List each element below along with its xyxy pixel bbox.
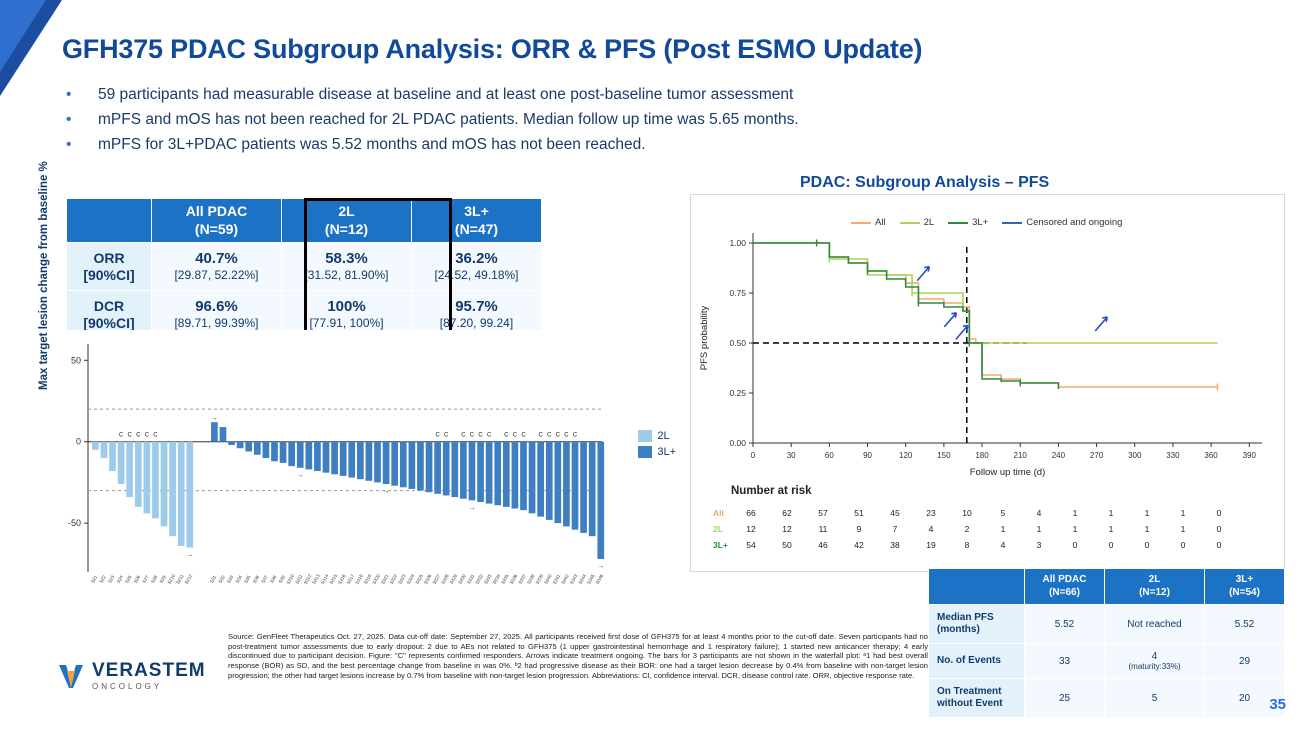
risk-cell: 9 (856, 524, 862, 534)
svg-text:S312: S312 (302, 573, 313, 586)
legend-item-3lplus: 3L+ (948, 217, 988, 228)
svg-text:180: 180 (975, 451, 989, 460)
pfs-median-all: 5.52 (1025, 605, 1105, 644)
orr-3lplus-value: 36.2% [24.52, 49.18%] (412, 243, 542, 291)
risk-cell: 1 (1180, 508, 1186, 518)
risk-cell: 1 (1108, 524, 1114, 534)
risk-cell: 0 (1072, 540, 1078, 550)
risk-cell: 42 (854, 540, 864, 550)
bullet-text: mPFS and mOS has not been reached for 2L PDAC patients. Median follow up time was 5.65 months. (98, 111, 799, 128)
legend-swatch-2l (638, 430, 652, 442)
svg-text:C: C (444, 432, 449, 439)
svg-text:-50: -50 (67, 518, 81, 529)
svg-text:S317: S317 (345, 573, 356, 586)
svg-text:Follow up time (d): Follow up time (d) (969, 467, 1046, 478)
svg-text:S335: S335 (500, 573, 510, 586)
svg-text:S341: S341 (551, 573, 562, 586)
bullet-dot: • (66, 111, 72, 128)
svg-text:360: 360 (1204, 451, 1218, 460)
legend-item-all: All (851, 217, 886, 228)
svg-text:0.25: 0.25 (729, 388, 746, 398)
svg-text:S327: S327 (431, 573, 442, 586)
legend-line-censored (1002, 222, 1022, 224)
svg-text:C: C (564, 432, 569, 439)
svg-text:S326: S326 (422, 573, 433, 586)
orr-col-all-pdac: All PDAC (N=59) (152, 199, 282, 243)
list-item (66, 136, 799, 154)
risk-cell: 19 (926, 540, 936, 550)
bullet-list (66, 86, 799, 161)
svg-text:270: 270 (1089, 451, 1104, 460)
verastem-mark-icon (56, 661, 86, 691)
svg-text:S21: S21 (89, 574, 99, 584)
number-at-risk-title: Number at risk (731, 485, 812, 497)
svg-text:210: 210 (1013, 451, 1027, 460)
page-title: GFH375 PDAC Subgroup Analysis: ORR & PFS (Post ESMO Update) (62, 34, 923, 64)
svg-text:90: 90 (863, 451, 872, 460)
svg-text:S346: S346 (594, 573, 605, 586)
svg-text:0.75: 0.75 (729, 288, 746, 298)
orr-table-corner (67, 199, 152, 243)
risk-cell: 50 (782, 540, 792, 550)
svg-text:S323: S323 (397, 573, 407, 586)
svg-text:→: → (468, 504, 476, 512)
risk-cell: 2 (964, 524, 970, 534)
risk-cell: 3 (1036, 540, 1042, 550)
risk-cell: 54 (746, 540, 756, 550)
risk-cell: 62 (782, 508, 792, 518)
svg-text:S330: S330 (457, 573, 467, 586)
pfs-ontreatment-all: 25 (1025, 679, 1105, 718)
risk-row (707, 537, 1237, 553)
svg-text:C: C (461, 432, 466, 439)
svg-text:C: C (144, 432, 150, 439)
pfs-row-ontreatment: On Treatment without Event (929, 679, 1025, 718)
svg-text:S314: S314 (319, 573, 330, 586)
risk-cell: 1 (1072, 508, 1078, 518)
orr-col-3lplus: 3L+ (N=47) (412, 199, 542, 243)
svg-text:S345: S345 (586, 573, 596, 586)
waterfall-y-axis-label: Max target lesion change from baseline % (38, 161, 50, 390)
risk-cell: 12 (746, 524, 756, 534)
pfs-events-3lplus: 29 (1205, 644, 1285, 679)
svg-text:C: C (538, 432, 543, 439)
svg-text:C: C (118, 432, 124, 439)
svg-text:S34: S34 (234, 574, 244, 584)
svg-text:S318: S318 (354, 573, 364, 586)
svg-text:→: → (296, 471, 304, 479)
pfs-table-corner (929, 569, 1025, 605)
risk-cell: 5 (1000, 508, 1006, 518)
legend-line-all (851, 222, 871, 224)
risk-cell: 1 (1036, 524, 1042, 534)
svg-text:S342: S342 (560, 573, 570, 586)
risk-row-label: 2L (713, 524, 723, 534)
legend-line-3lplus (948, 222, 968, 224)
pfs-events-2l: 4 (maturity:33%) (1105, 644, 1205, 679)
risk-cell: 1 (1144, 508, 1150, 518)
svg-text:S311: S311 (294, 573, 304, 585)
svg-text:S27: S27 (141, 574, 150, 584)
risk-cell: 0 (1108, 540, 1114, 550)
pfs-col-all-pdac: All PDAC (N=66) (1025, 569, 1105, 605)
svg-text:S29: S29 (158, 574, 167, 584)
svg-text:1.00: 1.00 (729, 238, 746, 248)
svg-text:S336: S336 (508, 573, 519, 586)
table-row (929, 605, 1285, 644)
table-row (67, 243, 542, 291)
risk-cell: 11 (818, 524, 828, 534)
dcr-row-label: DCR [90%CI] (67, 291, 152, 339)
svg-text:C: C (547, 432, 552, 439)
waterfall-legend (638, 430, 676, 462)
svg-text:S25: S25 (124, 574, 133, 584)
svg-text:S331: S331 (465, 573, 476, 586)
svg-text:S23: S23 (107, 574, 116, 584)
svg-text:→: → (210, 415, 218, 423)
svg-text:S316: S316 (337, 573, 347, 586)
pfs-median-3lplus: 5.52 (1205, 605, 1285, 644)
pfs-ontreatment-3lplus: 20 (1205, 679, 1285, 718)
svg-text:30: 30 (786, 451, 796, 460)
svg-text:S329: S329 (448, 573, 459, 586)
svg-text:S322: S322 (388, 573, 399, 586)
risk-cell: 4 (1036, 508, 1042, 518)
risk-cell: 4 (1000, 540, 1006, 550)
logo-subtext: ONCOLOGY (92, 682, 163, 691)
risk-cell: 0 (1216, 508, 1222, 518)
km-legend (851, 217, 1122, 228)
svg-text:S210: S210 (166, 573, 177, 586)
svg-text:→: → (597, 562, 605, 570)
legend-item-2l: 2L (638, 430, 676, 442)
list-item (66, 86, 799, 104)
svg-text:0.00: 0.00 (729, 438, 746, 448)
svg-text:S36: S36 (251, 574, 261, 584)
svg-text:0.50: 0.50 (729, 338, 746, 348)
svg-text:C: C (153, 432, 158, 439)
legend-item-3lplus: 3L+ (638, 446, 676, 458)
svg-text:C: C (435, 432, 440, 439)
footnote: Source: GenFleet Therapeutics Oct. 27, 2025. Data cut-off date: September 27, 2025. All participants received first dose of GFH375 for at least 4 months prior to the cut-off date. Seven participants had no post-treatment tumor assessments due to early dropout: 2 due to AEs not related to GFH375 (1 upper gastrointestinal hemorrhage and 1 respiratory failure); 1 started new anticancer therapy; 4 early discontinued due to participant decision. Figure: "C" represents confirmed responders. Arrows indicate treatment ongoing. The bars for 3 participants are not shown in the waterfall plot: ᵃ1 had best overall response (BOR) as SD, and the best percentage change from baseline in was 0%. ᵇ2 had progressive disease as their BOR: one had a target lesion decrease by 0.4% from baseline with non-target lesion progression; the other had target lesions increase by 0.7% from baseline with non-target lesion progression. Abbreviations: CI, confidence interval. DCR, disease control rate. ORR, objective response rate. (228, 632, 928, 680)
kaplan-meier-svg (691, 195, 1286, 495)
svg-text:330: 330 (1166, 451, 1180, 460)
bullet-dot: • (66, 136, 72, 153)
svg-text:C: C (486, 432, 492, 439)
legend-item-2l: 2L (900, 217, 935, 228)
svg-text:S338: S338 (525, 573, 536, 586)
svg-text:0: 0 (750, 451, 756, 460)
svg-text:C: C (512, 432, 518, 439)
bullet-dot: • (66, 86, 72, 103)
svg-text:S343: S343 (568, 573, 579, 586)
svg-text:S38: S38 (269, 574, 278, 584)
pfs-row-median: Median PFS (months) (929, 605, 1025, 644)
svg-text:S319: S319 (362, 573, 373, 586)
legend-swatch-3lplus (638, 446, 652, 458)
svg-text:0: 0 (75, 436, 81, 447)
dcr-3lplus-value: 95.7% [87.20, 99.24] (412, 291, 542, 339)
orr-dcr-table (66, 198, 542, 339)
dcr-2l-value: 100% [77.91, 100%] (282, 291, 412, 339)
pfs-events-all: 33 (1025, 644, 1105, 679)
svg-text:PFS probability: PFS probability (699, 305, 710, 371)
pfs-median-2l: Not reached (1105, 605, 1205, 644)
svg-text:S315: S315 (328, 573, 339, 586)
svg-text:60: 60 (824, 451, 834, 460)
svg-text:C: C (127, 432, 132, 439)
svg-text:S212: S212 (183, 573, 194, 586)
risk-cell: 57 (818, 508, 828, 518)
risk-cell: 10 (962, 508, 972, 518)
svg-text:S324: S324 (405, 573, 416, 586)
risk-cell: 12 (782, 524, 792, 534)
svg-text:300: 300 (1128, 451, 1142, 460)
risk-cell: 1 (1000, 524, 1006, 534)
risk-cell: 7 (892, 524, 898, 534)
svg-text:C: C (469, 432, 475, 439)
svg-text:S33: S33 (226, 574, 235, 584)
svg-text:390: 390 (1242, 451, 1256, 460)
orr-col-2l: 2L (N=12) (282, 199, 412, 243)
corner-decoration-inner (0, 0, 46, 72)
svg-text:S32: S32 (217, 574, 226, 584)
legend-item-censored: Censored and ongoing (1002, 217, 1122, 228)
risk-cell: 1 (1144, 524, 1150, 534)
svg-text:→: → (382, 488, 390, 496)
svg-text:S22: S22 (98, 574, 107, 584)
svg-text:S337: S337 (517, 573, 527, 586)
risk-cell: 66 (746, 508, 756, 518)
svg-text:S24: S24 (115, 574, 124, 584)
risk-cell: 38 (890, 540, 900, 550)
svg-text:S310: S310 (285, 573, 296, 586)
pfs-row-events: No. of Events (929, 644, 1025, 679)
legend-line-2l (900, 222, 920, 224)
orr-row-label: ORR [90%CI] (67, 243, 152, 291)
svg-text:→: → (186, 551, 194, 559)
risk-cell: 51 (854, 508, 864, 518)
svg-text:C: C (136, 432, 141, 439)
svg-text:C: C (504, 432, 509, 439)
svg-text:C: C (555, 432, 561, 439)
svg-text:50: 50 (70, 355, 81, 366)
risk-cell: 46 (818, 540, 828, 550)
risk-row (707, 521, 1237, 537)
risk-cell: 8 (964, 540, 970, 550)
pfs-panel-title: PDAC: Subgroup Analysis – PFS (800, 174, 1050, 191)
svg-text:S339: S339 (534, 573, 545, 586)
orr-2l-value: 58.3% [31.52, 81.90%] (282, 243, 412, 291)
risk-row-label: All (713, 508, 724, 518)
table-row (929, 644, 1285, 679)
pfs-summary-table (928, 568, 1285, 718)
risk-row-label: 3L+ (713, 540, 728, 550)
bullet-text: mPFS for 3L+PDAC patients was 5.52 months and mOS has not been reached. (98, 136, 646, 153)
svg-text:S39: S39 (277, 574, 286, 584)
svg-text:240: 240 (1051, 451, 1066, 460)
svg-text:C: C (572, 432, 578, 439)
pfs-col-2l: 2L (N=12) (1105, 569, 1205, 605)
svg-text:S211: S211 (175, 573, 185, 585)
risk-row (707, 505, 1237, 521)
risk-cell: 0 (1144, 540, 1150, 550)
svg-text:S320: S320 (371, 573, 382, 586)
svg-text:S325: S325 (414, 573, 424, 586)
risk-cell: 1 (1108, 508, 1114, 518)
risk-cell: 0 (1216, 524, 1222, 534)
pfs-panel (690, 194, 1285, 572)
page-number: 35 (1269, 696, 1286, 713)
risk-cell: 4 (928, 524, 934, 534)
pfs-col-3lplus: 3L+ (N=54) (1205, 569, 1285, 605)
svg-text:S332: S332 (474, 573, 485, 586)
svg-text:S340: S340 (543, 573, 553, 586)
svg-text:120: 120 (899, 451, 913, 460)
svg-text:C: C (478, 432, 483, 439)
logo-text: VERASTEM (92, 660, 206, 681)
risk-cell: 45 (890, 508, 900, 518)
svg-text:S334: S334 (491, 573, 502, 586)
svg-text:S328: S328 (440, 573, 450, 586)
list-item (66, 111, 799, 129)
svg-text:S35: S35 (243, 574, 252, 584)
svg-text:S333: S333 (483, 573, 493, 586)
svg-text:S28: S28 (149, 574, 159, 584)
svg-text:S37: S37 (260, 574, 269, 584)
bullet-text: 59 participants had measurable disease at baseline and at least one post-baseline tumor assessment (98, 86, 794, 103)
risk-cell: 0 (1180, 540, 1186, 550)
svg-text:S344: S344 (577, 573, 588, 586)
logo (56, 660, 206, 691)
orr-all-pdac-value: 40.7% [29.87, 52.22%] (152, 243, 282, 291)
svg-text:S31: S31 (208, 574, 218, 584)
svg-text:C: C (521, 432, 526, 439)
waterfall-svg (40, 330, 680, 630)
svg-text:S26: S26 (132, 574, 142, 584)
svg-text:S313: S313 (311, 573, 321, 586)
risk-cell: 1 (1072, 524, 1078, 534)
risk-cell: 0 (1216, 540, 1222, 550)
dcr-all-pdac-value: 96.6% [89.71, 99.39%] (152, 291, 282, 339)
number-at-risk-table (707, 505, 1237, 553)
risk-cell: 1 (1180, 524, 1186, 534)
svg-text:S321: S321 (380, 573, 390, 586)
risk-cell: 23 (926, 508, 936, 518)
svg-text:150: 150 (937, 451, 951, 460)
pfs-ontreatment-2l: 5 (1105, 679, 1205, 718)
table-row (929, 679, 1285, 718)
